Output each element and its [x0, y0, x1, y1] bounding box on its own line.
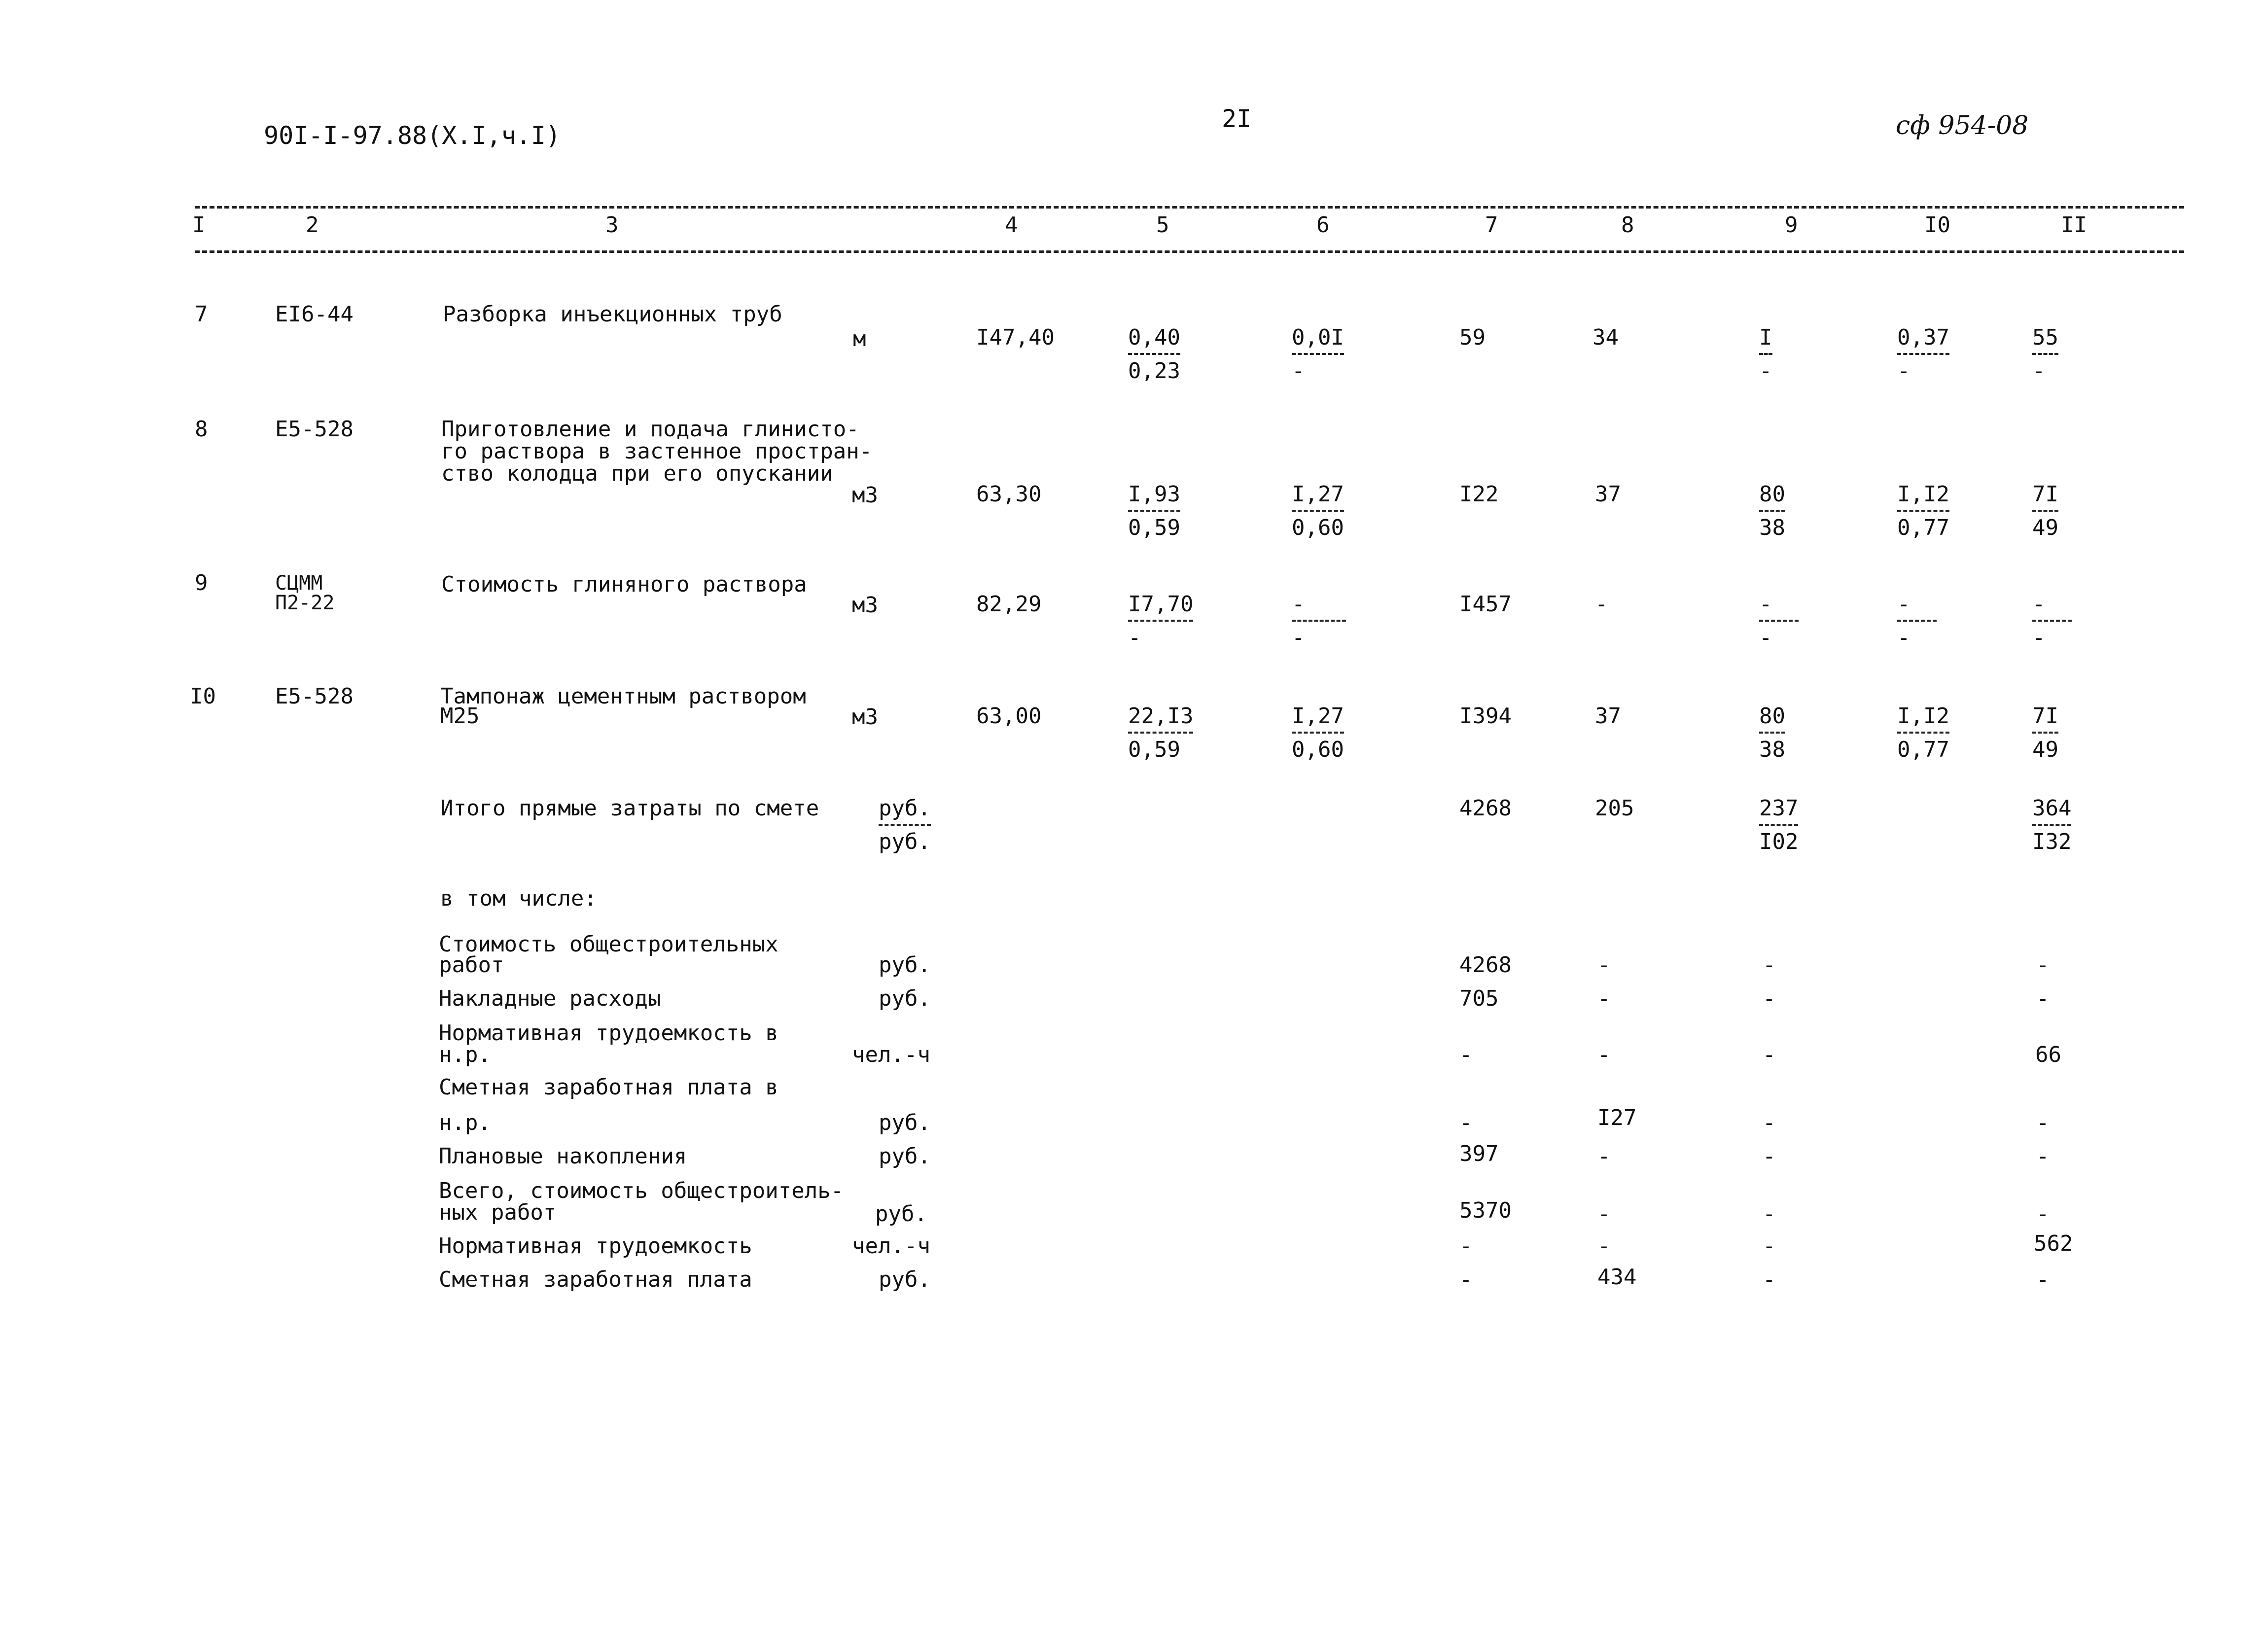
- numerator: I7,70: [1128, 592, 1194, 617]
- cost-fraction-col6: [1292, 705, 1344, 761]
- col7-value: -: [1459, 1110, 1473, 1135]
- cost-fraction-col9: [1759, 797, 1798, 853]
- col-header: 8: [1621, 212, 1634, 238]
- including-label: в том числе:: [440, 886, 597, 911]
- cost-fraction-col9: [1759, 326, 1772, 383]
- col8-value: 37: [1595, 482, 1621, 507]
- work-name-line1: Тампонаж цементным раствором: [440, 684, 806, 709]
- col8-value: -: [1597, 952, 1611, 978]
- norm-code-line1: СЦММ: [275, 572, 323, 595]
- summary-label-line1: Сметная заработная плата в: [439, 1075, 778, 1100]
- col-header: 9: [1785, 212, 1798, 238]
- row-number: I0: [190, 684, 216, 709]
- cost-fraction-col11: [2032, 593, 2072, 649]
- col9-value: -: [1763, 1110, 1776, 1135]
- summary-label-line2: ных работ: [439, 1200, 557, 1225]
- col8-value: 34: [1592, 325, 1619, 350]
- numerator: -: [2032, 592, 2046, 617]
- page-number: 2I: [1222, 105, 1252, 133]
- quantity: I47,40: [976, 325, 1055, 350]
- unit: руб.: [875, 1201, 927, 1227]
- norm-code: E5-528: [275, 684, 354, 709]
- numerator: -: [1897, 592, 1910, 617]
- col9-value: -: [1763, 986, 1776, 1011]
- cost-fraction-col10: [1897, 483, 1949, 539]
- col-header: 3: [605, 212, 619, 238]
- norm-code: EI6-44: [275, 302, 354, 327]
- quantity: 63,00: [976, 703, 1042, 729]
- summary-label-line2: н.р.: [439, 1110, 491, 1135]
- denominator: 0,77: [1897, 515, 1949, 540]
- col11-value: 562: [2034, 1231, 2073, 1256]
- denominator: руб.: [879, 829, 931, 854]
- denominator: 0,59: [1128, 737, 1180, 762]
- numerator: руб.: [879, 796, 931, 821]
- col8-value: -: [1597, 1233, 1611, 1259]
- col-header: II: [2061, 212, 2087, 238]
- cost-fraction-col11: [2032, 326, 2058, 383]
- denominator: 49: [2032, 737, 2058, 762]
- cost-fraction-col9: [1759, 705, 1785, 761]
- unit: м3: [852, 593, 878, 618]
- col-header: I0: [1924, 212, 1950, 238]
- denominator: -: [1128, 625, 1141, 650]
- col11-value: -: [2036, 1201, 2050, 1227]
- col11-value: 66: [2035, 1042, 2061, 1067]
- cost-fraction-col11: [2032, 705, 2058, 761]
- cost-fraction-col11: [2032, 483, 2058, 539]
- numerator: -: [1292, 592, 1305, 617]
- numerator: 237: [1759, 796, 1799, 821]
- col8-value: -: [1597, 986, 1611, 1011]
- numerator: 0,40: [1128, 325, 1180, 350]
- denominator: I02: [1759, 829, 1799, 854]
- work-name-line3: ство колодца при его опускании: [441, 461, 833, 486]
- col8-value: -: [1595, 592, 1608, 617]
- row-number: 9: [195, 570, 208, 596]
- unit: руб.: [879, 986, 931, 1011]
- col7-value: 59: [1459, 325, 1486, 350]
- col11-value: -: [2036, 1267, 2050, 1292]
- col7-value: -: [1459, 1267, 1473, 1292]
- numerator: 55: [2032, 325, 2058, 350]
- col11-value: -: [2036, 1144, 2050, 1169]
- numerator: I,27: [1292, 703, 1344, 729]
- cost-fraction-col10: [1897, 705, 1949, 761]
- col-header: 2: [306, 212, 319, 238]
- denominator: I32: [2032, 829, 2072, 854]
- numerator: -: [1759, 592, 1772, 617]
- numerator: 80: [1759, 482, 1785, 507]
- col8-value: I27: [1597, 1105, 1637, 1130]
- norm-code: E5-528: [275, 417, 354, 442]
- cost-fraction-col9: [1759, 593, 1799, 649]
- unit: чел.-ч: [852, 1233, 930, 1259]
- col-header: 7: [1485, 212, 1498, 238]
- denominator: -: [2032, 358, 2046, 384]
- summary-label-line1: Нормативная трудоемкость в: [439, 1020, 778, 1046]
- cost-fraction-col9: [1759, 483, 1785, 539]
- work-name-line2: го раствора в застенное простран-: [441, 439, 873, 464]
- summary-label-line2: н.р.: [439, 1042, 491, 1067]
- denominator: -: [1292, 625, 1305, 650]
- denominator: -: [1897, 358, 1910, 384]
- col11-value: -: [2036, 986, 2050, 1011]
- col9-value: -: [1763, 1042, 1776, 1067]
- denominator: 0,60: [1292, 515, 1344, 540]
- col9-value: -: [1763, 1201, 1776, 1227]
- cost-fraction-col10: [1897, 326, 1949, 383]
- quantity: 63,30: [976, 482, 1042, 507]
- col8-value: 37: [1595, 703, 1621, 729]
- denominator: 0,23: [1128, 358, 1180, 384]
- handwritten-reference: сф 954-08: [1896, 111, 2029, 141]
- numerator: 364: [2032, 796, 2072, 821]
- col9-value: -: [1763, 1233, 1776, 1259]
- summary-label: Сметная заработная плата: [439, 1267, 752, 1292]
- unit: м: [853, 326, 866, 351]
- document-code: 90I-I-97.88(X.I,ч.I): [264, 121, 561, 150]
- cost-fraction-col5: [1128, 705, 1193, 761]
- numerator: 0,0I: [1292, 325, 1344, 350]
- unit: руб.: [879, 1110, 931, 1135]
- unit: руб.: [879, 1144, 931, 1169]
- numerator: I,I2: [1897, 703, 1949, 729]
- denominator: 0,77: [1897, 737, 1949, 762]
- col7-value: 4268: [1459, 952, 1512, 978]
- denominator: 38: [1759, 737, 1785, 762]
- col7-value: 705: [1459, 986, 1499, 1011]
- denominator: 49: [2032, 515, 2058, 540]
- numerator: I,93: [1128, 482, 1180, 507]
- cost-fraction-col5: [1128, 483, 1180, 539]
- col8-value: -: [1597, 1042, 1611, 1067]
- denominator: 38: [1759, 515, 1785, 540]
- unit: руб.: [879, 1267, 931, 1292]
- quantity: 82,29: [976, 592, 1042, 617]
- cost-fraction-col6: [1292, 326, 1344, 383]
- unit-fraction: [879, 797, 931, 853]
- summary-label: Плановые накопления: [439, 1144, 687, 1169]
- work-name: Разборка инъекционных труб: [443, 302, 782, 327]
- unit: м3: [852, 704, 878, 730]
- col-header: 5: [1156, 212, 1169, 238]
- denominator: -: [1759, 625, 1772, 650]
- col9-value: -: [1763, 1144, 1776, 1169]
- summary-label-line1: Всего, стоимость общестроитель-: [439, 1178, 844, 1203]
- numerator: 22,I3: [1128, 703, 1194, 729]
- denominator: -: [1292, 358, 1305, 384]
- col7-value: I22: [1459, 482, 1499, 507]
- numerator: I,I2: [1897, 482, 1949, 507]
- col7-value: 5370: [1459, 1198, 1512, 1223]
- cost-fraction-col10: [1897, 593, 1937, 649]
- cost-fraction-col11: [2032, 797, 2071, 853]
- numerator: 0,37: [1897, 325, 1949, 350]
- col8-value: -: [1597, 1201, 1611, 1227]
- col-header: 4: [1005, 212, 1018, 238]
- col9-value: -: [1763, 1267, 1776, 1292]
- cost-fraction-col5: [1128, 593, 1193, 649]
- col7-value: -: [1459, 1233, 1473, 1259]
- col7-value: I457: [1459, 592, 1512, 617]
- numerator: I,27: [1292, 482, 1344, 507]
- row-number: 8: [195, 417, 208, 442]
- norm-code-line2: П2-22: [275, 592, 335, 614]
- col-header: I: [192, 212, 206, 238]
- col7-value: 397: [1459, 1141, 1499, 1166]
- col8-value: -: [1597, 1144, 1611, 1169]
- unit: м3: [852, 483, 878, 508]
- unit: чел.-ч: [852, 1042, 930, 1067]
- denominator: -: [2032, 625, 2046, 650]
- col11-value: -: [2036, 952, 2050, 978]
- col7-value: -: [1459, 1042, 1473, 1067]
- numerator: 7I: [2032, 703, 2058, 729]
- work-name-line1: Приготовление и подача глинисто-: [441, 417, 859, 442]
- summary-label: Итого прямые затраты по смете: [440, 796, 819, 821]
- col9-value: -: [1763, 952, 1776, 978]
- denominator: 0,60: [1292, 737, 1344, 762]
- col-header: 6: [1316, 212, 1330, 238]
- col8-value: 205: [1595, 796, 1634, 821]
- col8-value: 434: [1597, 1265, 1637, 1290]
- denominator: -: [1897, 625, 1910, 650]
- table-header-rule: [195, 250, 2184, 253]
- summary-label: Нормативная трудоемкость: [439, 1233, 752, 1259]
- unit: руб.: [879, 952, 931, 978]
- col7-value: 4268: [1459, 796, 1512, 821]
- summary-label: Накладные расходы: [439, 986, 661, 1011]
- numerator: I: [1759, 325, 1772, 350]
- summary-label-line2: работ: [439, 952, 504, 978]
- denominator: -: [1759, 358, 1772, 384]
- work-name-line2: M25: [440, 703, 480, 729]
- col7-value: I394: [1459, 703, 1512, 729]
- cost-fraction-col6: [1292, 593, 1346, 649]
- denominator: 0,59: [1128, 515, 1180, 540]
- table-top-rule: [195, 206, 2184, 209]
- row-number: 7: [195, 302, 208, 327]
- numerator: 7I: [2032, 482, 2058, 507]
- summary-label-line1: Стоимость общестроительных: [439, 932, 778, 957]
- numerator: 80: [1759, 703, 1785, 729]
- cost-fraction-col5: [1128, 326, 1180, 383]
- work-name: Стоимость глиняного раствора: [441, 572, 807, 597]
- col11-value: -: [2036, 1110, 2050, 1135]
- cost-fraction-col6: [1292, 483, 1344, 539]
